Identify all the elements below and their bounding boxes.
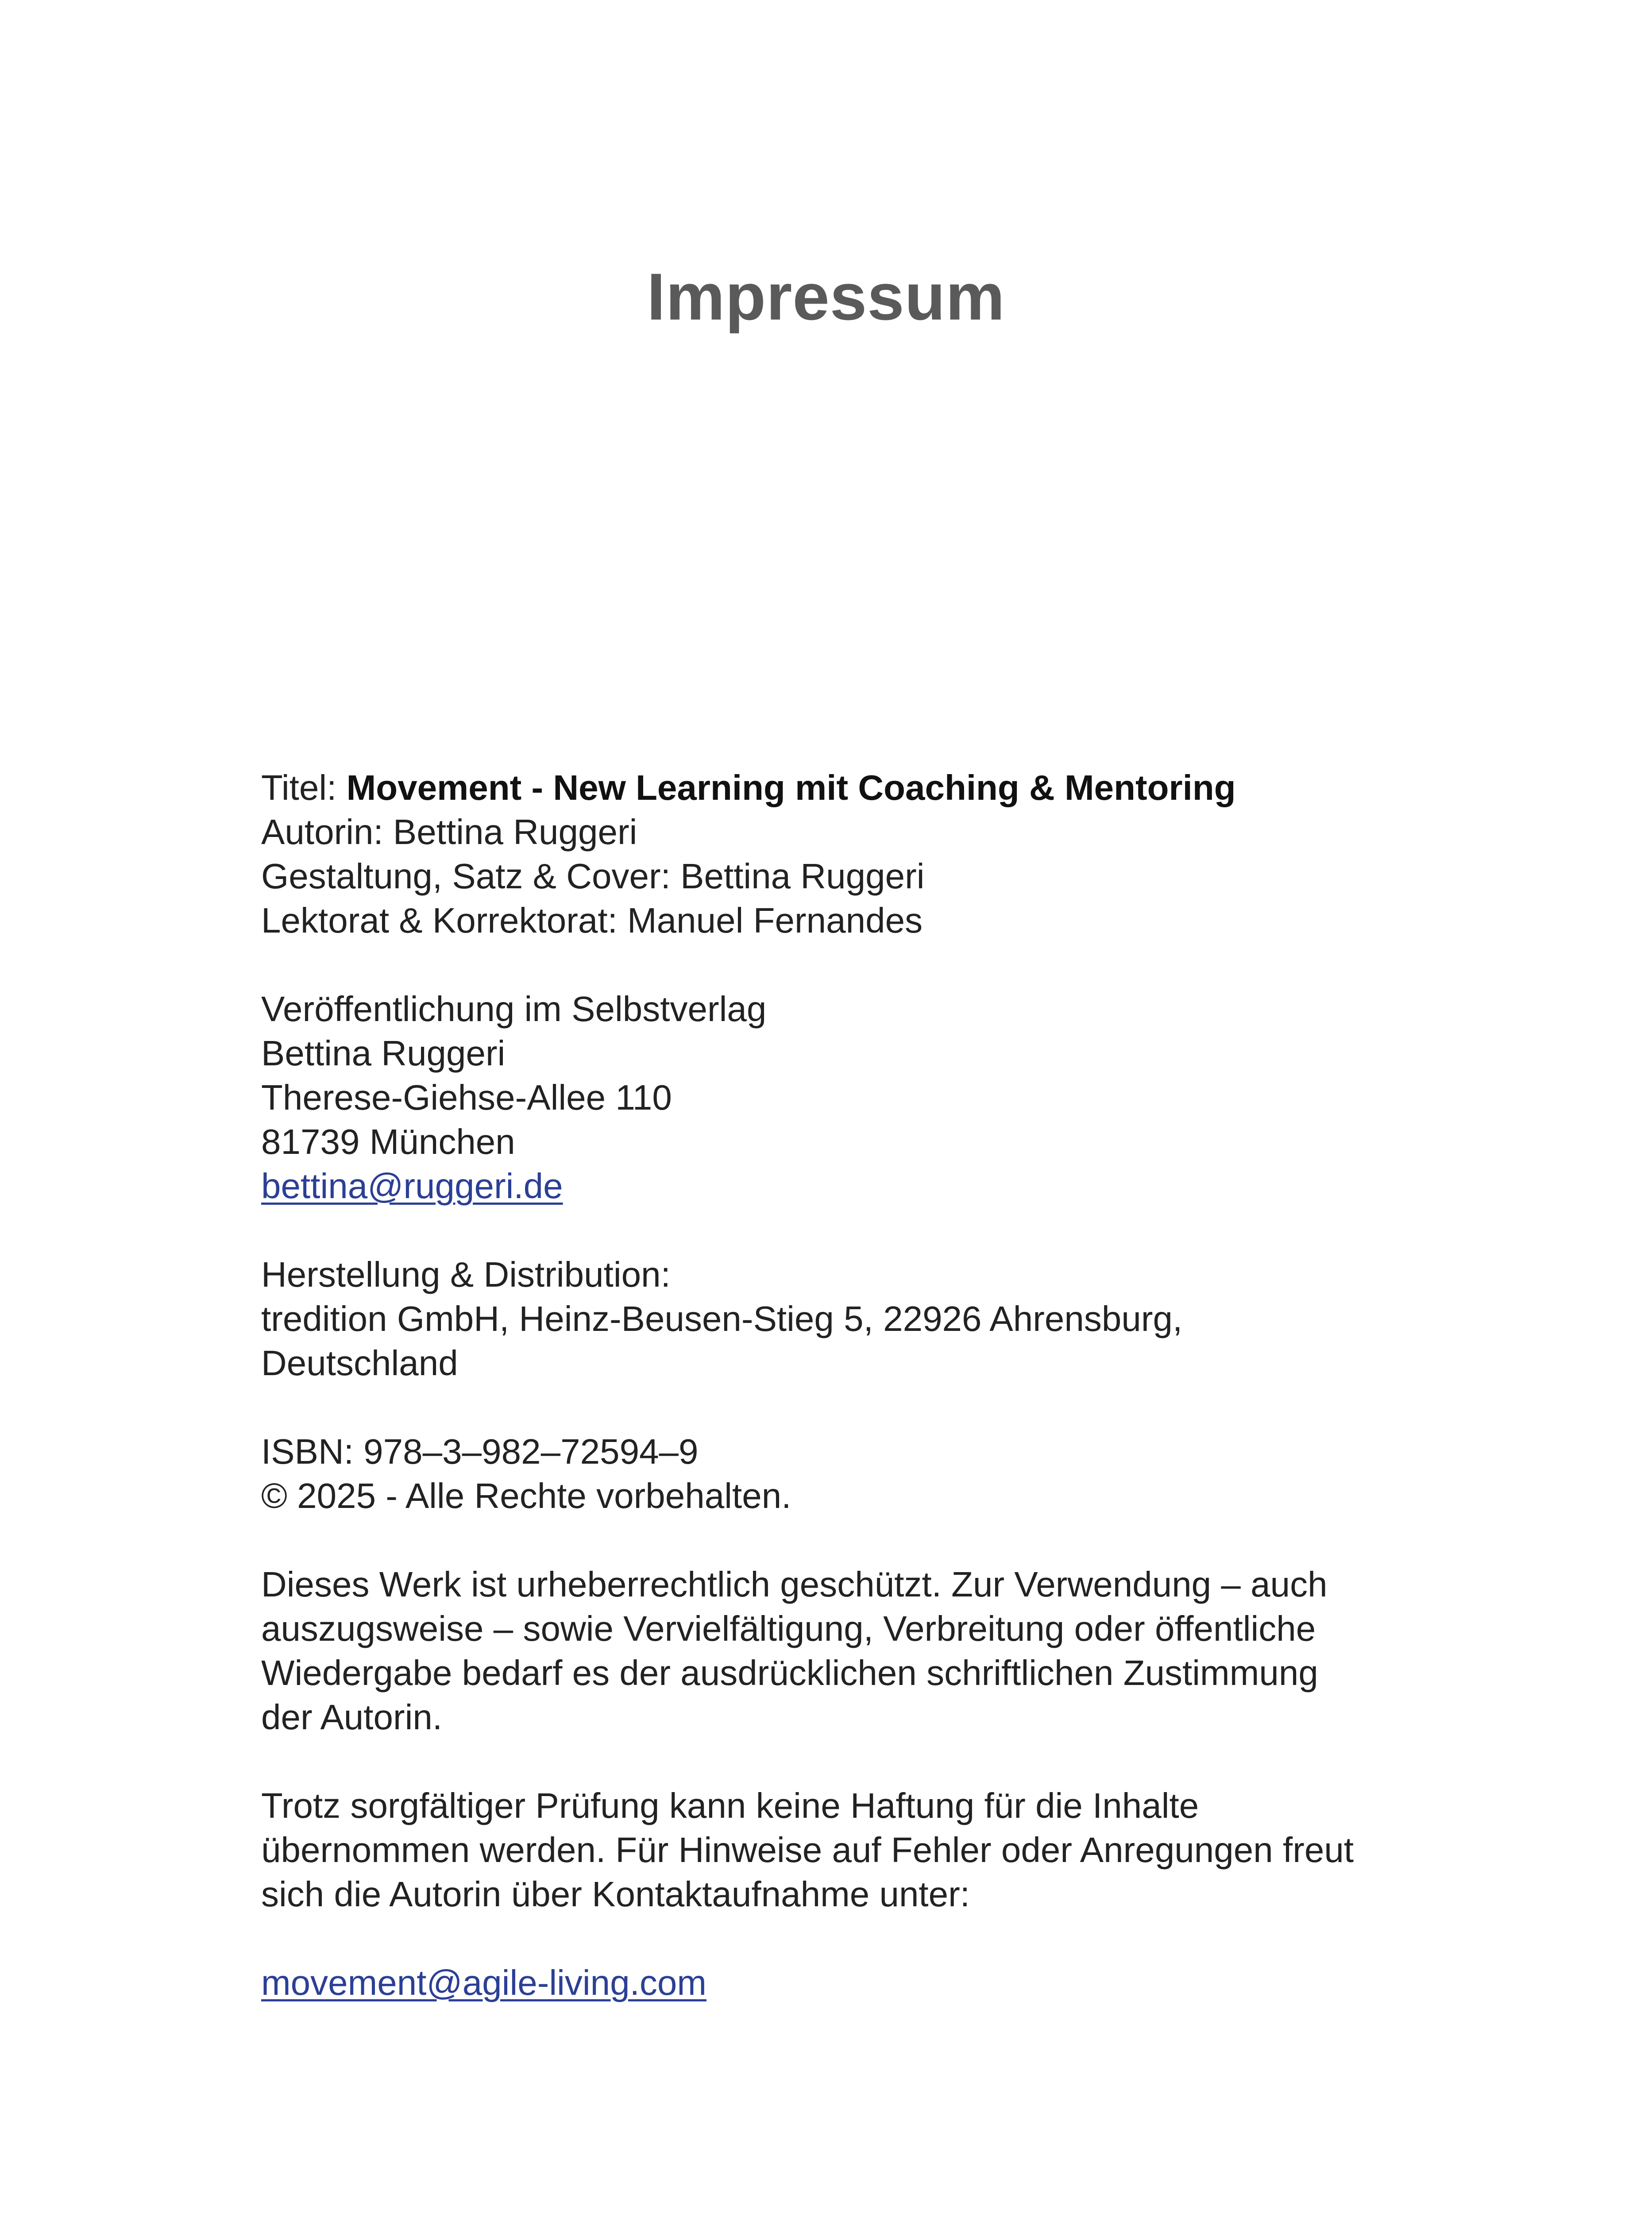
distribution-heading: Herstellung & Distribution:	[261, 1255, 671, 1294]
copyright-notice-block	[261, 1562, 1412, 1739]
contact-email-line	[261, 1961, 1412, 2005]
isbn-line: ISBN: 978–3–982–72594–9	[261, 1432, 699, 1471]
distribution-block	[261, 1253, 1412, 1385]
publisher-city: 81739 München	[261, 1122, 515, 1161]
title-label: Titel:	[261, 768, 347, 807]
liability-notice: Trotz sorgfältiger Prüfung kann keine Haftung für die Inhalte übernommen werden. Für Hinweise auf Fehler oder Anregungen freut sich die Autorin über Kontaktaufnahme unter:	[261, 1786, 1354, 1914]
publisher-email-line	[261, 1164, 1412, 1208]
book-title: Movement - New Learning mit Coaching & Mentoring	[346, 768, 1236, 807]
publisher-block	[261, 987, 1412, 1208]
publisher-street: Therese-Giehse-Allee 110	[261, 1078, 672, 1117]
contact-block	[261, 1961, 1412, 2005]
contact-email-link[interactable]: movement@agile-living.com	[261, 1963, 707, 2002]
design-line: Gestaltung, Satz & Cover: Bettina Ruggeri	[261, 856, 925, 896]
imprint-content	[261, 766, 1412, 2049]
publisher-line: Veröffentlichung im Selbstverlag	[261, 989, 767, 1029]
title-line	[261, 766, 1412, 810]
copyright-notice: Dieses Werk ist urheberrechtlich geschützt. Zur Verwendung – auch auszugsweise – sowie Vervielfältigung, Verbreitung oder öffentliche Wiedergabe bedarf es der ausdrücklichen schriftlichen Zustimmung der Autorin.	[261, 1565, 1328, 1737]
distribution-text: tredition GmbH, Heinz-Beusen-Stieg 5, 22926 Ahrensburg, Deutschland	[261, 1299, 1183, 1383]
publisher-email-link[interactable]: bettina@ruggeri.de	[261, 1166, 563, 1206]
credits-block	[261, 766, 1412, 943]
page-title: Impressum	[647, 259, 1005, 334]
publisher-name: Bettina Ruggeri	[261, 1033, 506, 1073]
author-line: Autorin: Bettina Ruggeri	[261, 812, 637, 852]
liability-notice-block	[261, 1784, 1412, 1916]
copyright-line: © 2025 - Alle Rechte vorbehalten.	[261, 1476, 791, 1515]
rights-block	[261, 1430, 1412, 1518]
editing-line: Lektorat & Korrektorat: Manuel Fernandes	[261, 901, 923, 940]
